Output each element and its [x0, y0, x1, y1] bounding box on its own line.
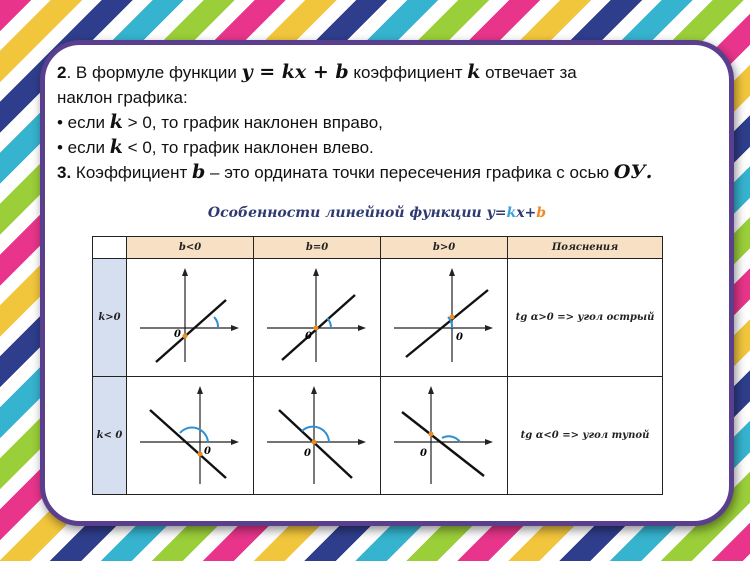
- table-row-k-positive: [93, 259, 663, 377]
- row-label-k-positive: k>0: [93, 259, 127, 377]
- bullet-1-text: > 0, то график наклонен вправо,: [122, 113, 383, 132]
- graph-cell-k-neg-b-pos: [381, 377, 508, 495]
- y-axis: [311, 386, 317, 484]
- header-b-zero: b=0: [254, 237, 381, 259]
- linear-function-table: [92, 236, 663, 495]
- bullet-k-positive: [57, 110, 729, 135]
- function-line: [150, 410, 226, 478]
- origin-label: 0: [305, 330, 312, 342]
- point-2-line-1: [57, 60, 729, 85]
- table-header-row: [93, 237, 663, 259]
- origin-label: 0: [420, 447, 427, 459]
- graph-cell-k-pos-b-pos: [381, 259, 508, 377]
- table-title-text: Особенности линейной функции y=: [207, 205, 507, 221]
- y-axis: [197, 386, 203, 484]
- table-title-k: k: [506, 205, 517, 221]
- origin-label: 0: [456, 331, 463, 343]
- function-line: [402, 412, 484, 476]
- y-intercept-point: [429, 431, 434, 436]
- angle-arc: [327, 318, 331, 328]
- header-notes: Пояснения: [508, 237, 663, 259]
- row-label-k-negative: k< 0: [93, 377, 127, 495]
- y-intercept-point: [198, 451, 203, 456]
- k-symbol: k: [109, 111, 123, 133]
- point-3-line: [57, 160, 729, 185]
- graph-cell-k-pos-b-neg: [127, 259, 254, 377]
- k-symbol: k: [467, 61, 481, 83]
- table-corner-cell: [93, 237, 127, 259]
- function-line: [156, 300, 226, 362]
- point-2-text: . В формуле функции: [66, 63, 242, 82]
- bullet-2-text: < 0, то график наклонен влево.: [122, 138, 374, 157]
- point-2-number: 2: [57, 63, 67, 82]
- graph-k-pos-b-zero: [257, 262, 377, 374]
- graph-cell-k-neg-b-zero: [254, 377, 381, 495]
- table-row-k-negative: [93, 377, 663, 495]
- graph-k-neg-b-zero: [257, 380, 377, 492]
- table-title: [92, 205, 662, 221]
- origin-label: 0: [174, 328, 181, 340]
- y-axis: [182, 268, 188, 362]
- graph-k-neg-b-pos: [384, 380, 504, 492]
- bullet-k-negative: [57, 135, 729, 160]
- point-3-text-b: – это ордината точки пересечения графика с осью: [205, 163, 614, 182]
- point-2-line-2: наклон графика:: [57, 88, 188, 107]
- point-2-text-c: отвечает за: [480, 63, 577, 82]
- table-title-x: x+: [516, 205, 537, 221]
- origin-label: 0: [304, 447, 311, 459]
- graph-k-pos-b-neg: [130, 262, 250, 374]
- b-symbol: b: [192, 161, 206, 183]
- graph-cell-k-pos-b-zero: [254, 259, 381, 377]
- y-intercept-point: [312, 439, 317, 444]
- slide-text: [57, 60, 729, 185]
- angle-arc: [214, 317, 218, 328]
- header-b-negative: b<0: [127, 237, 254, 259]
- oy-axis-label: OУ.: [613, 161, 653, 183]
- x-axis: [140, 325, 239, 331]
- table-title-b: b: [536, 205, 547, 221]
- point-3-text-a: Коэффициент: [71, 163, 192, 182]
- point-3-number: 3.: [57, 163, 72, 182]
- k-symbol: k: [109, 136, 123, 158]
- bullet-2-prefix: • если: [57, 138, 110, 157]
- point-2-text-b: коэффициент: [348, 63, 468, 82]
- y-intercept-point: [450, 314, 455, 319]
- origin-label: 0: [204, 445, 211, 457]
- graph-k-pos-b-pos: [384, 262, 504, 374]
- graph-k-neg-b-neg: [130, 380, 250, 492]
- note-k-positive: tg α>0 => угол острый: [508, 259, 663, 377]
- bullet-1-prefix: • если: [57, 113, 110, 132]
- angle-arc: [442, 436, 460, 442]
- y-axis: [313, 268, 319, 362]
- graph-cell-k-neg-b-neg: [127, 377, 254, 495]
- y-intercept-point: [183, 333, 188, 338]
- header-b-positive: b>0: [381, 237, 508, 259]
- y-intercept-point: [314, 325, 319, 330]
- note-k-negative: tg α<0 => угол тупой: [508, 377, 663, 495]
- function-line: [406, 290, 488, 357]
- formula: y = kx + b: [241, 61, 349, 83]
